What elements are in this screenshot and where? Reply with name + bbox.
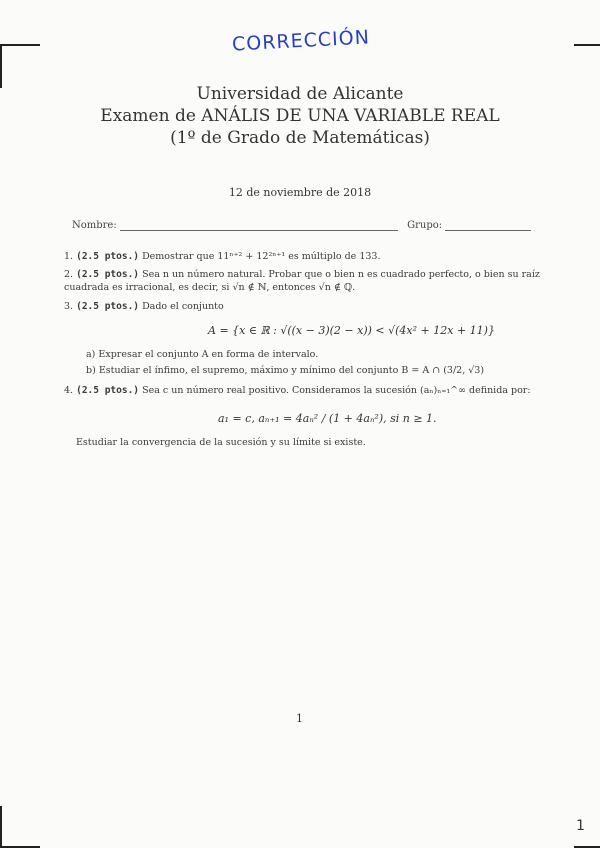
problem-text: Dado el conjunto xyxy=(142,301,224,312)
problem-3-part-b xyxy=(86,364,556,377)
problem-points: (2.5 ptos.) xyxy=(76,269,140,280)
problem-2 xyxy=(64,268,564,294)
exam-date: 12 de noviembre de 2018 xyxy=(228,186,372,199)
page-number: 1 xyxy=(296,712,303,725)
part-label: a) xyxy=(86,349,96,360)
university-title: Universidad de Alicante xyxy=(196,84,404,104)
problem-points: (2.5 ptos.) xyxy=(76,301,140,312)
part-text: Expresar el conjunto A en forma de intervalo. xyxy=(98,349,319,360)
crop-mark-top-right-h xyxy=(574,44,600,46)
part-text: Estudiar el ínfimo, el supremo, máximo y mínimo del conjunto B = A ∩ (3/2, √3) xyxy=(98,365,485,376)
problem-3-part-a xyxy=(86,348,556,361)
problem-number: 2. xyxy=(64,269,74,280)
group-label: Grupo: xyxy=(407,220,443,231)
problem-text: Demostrar que 11ⁿ⁺² + 12²ⁿ⁺¹ es múltiplo de 133. xyxy=(142,251,381,262)
scan-page-number: 1 xyxy=(576,818,585,834)
problem-4 xyxy=(64,384,564,397)
problem-number: 4. xyxy=(64,385,74,396)
crop-mark-top-left-v xyxy=(0,44,2,88)
exam-title: Examen de ANÁLIS DE UNA VARIABLE REAL xyxy=(100,106,500,126)
problem-number: 1. xyxy=(64,251,74,262)
name-label: Nombre: xyxy=(72,220,117,231)
course-subtitle: (1º de Grado de Matemáticas) xyxy=(170,128,430,148)
problem-points: (2.5 ptos.) xyxy=(76,385,140,396)
problem-4-conclusion: Estudiar la convergencia de la sucesión y su límite si existe. xyxy=(76,437,366,448)
problem-points: (2.5 ptos.) xyxy=(76,251,140,262)
problem-1 xyxy=(64,250,564,263)
problem-number: 3. xyxy=(64,301,74,312)
handwritten-correction-note: CORRECCIÓN xyxy=(231,26,371,56)
student-fields xyxy=(72,220,531,231)
crop-mark-bottom-left-v xyxy=(0,806,2,848)
problem-4-formula: a₁ = c, aₙ₊₁ = 4aₙ² / (1 + 4aₙ²), si n ≥ 1. xyxy=(218,412,437,425)
problem-text: Sea n un número natural. Probar que o bien n es cuadrado perfecto, o bien su raíz cuadrada es irracional, es decir, si √n ∉ ℕ, entonces √n ∉ ℚ. xyxy=(64,269,540,293)
group-line[interactable] xyxy=(445,230,531,231)
part-label: b) xyxy=(86,365,96,376)
name-line[interactable] xyxy=(120,230,398,231)
crop-mark-top-left-h xyxy=(0,44,40,46)
problem-3 xyxy=(64,300,564,313)
problem-3-formula: A = {x ∈ ℝ : √((x − 3)(2 − x)) < √(4x² + 12x + 11)} xyxy=(208,324,495,337)
problem-text: Sea c un número real positivo. Consideramos la sucesión (aₙ)ₙ₌₁^∞ definida por: xyxy=(142,385,531,396)
